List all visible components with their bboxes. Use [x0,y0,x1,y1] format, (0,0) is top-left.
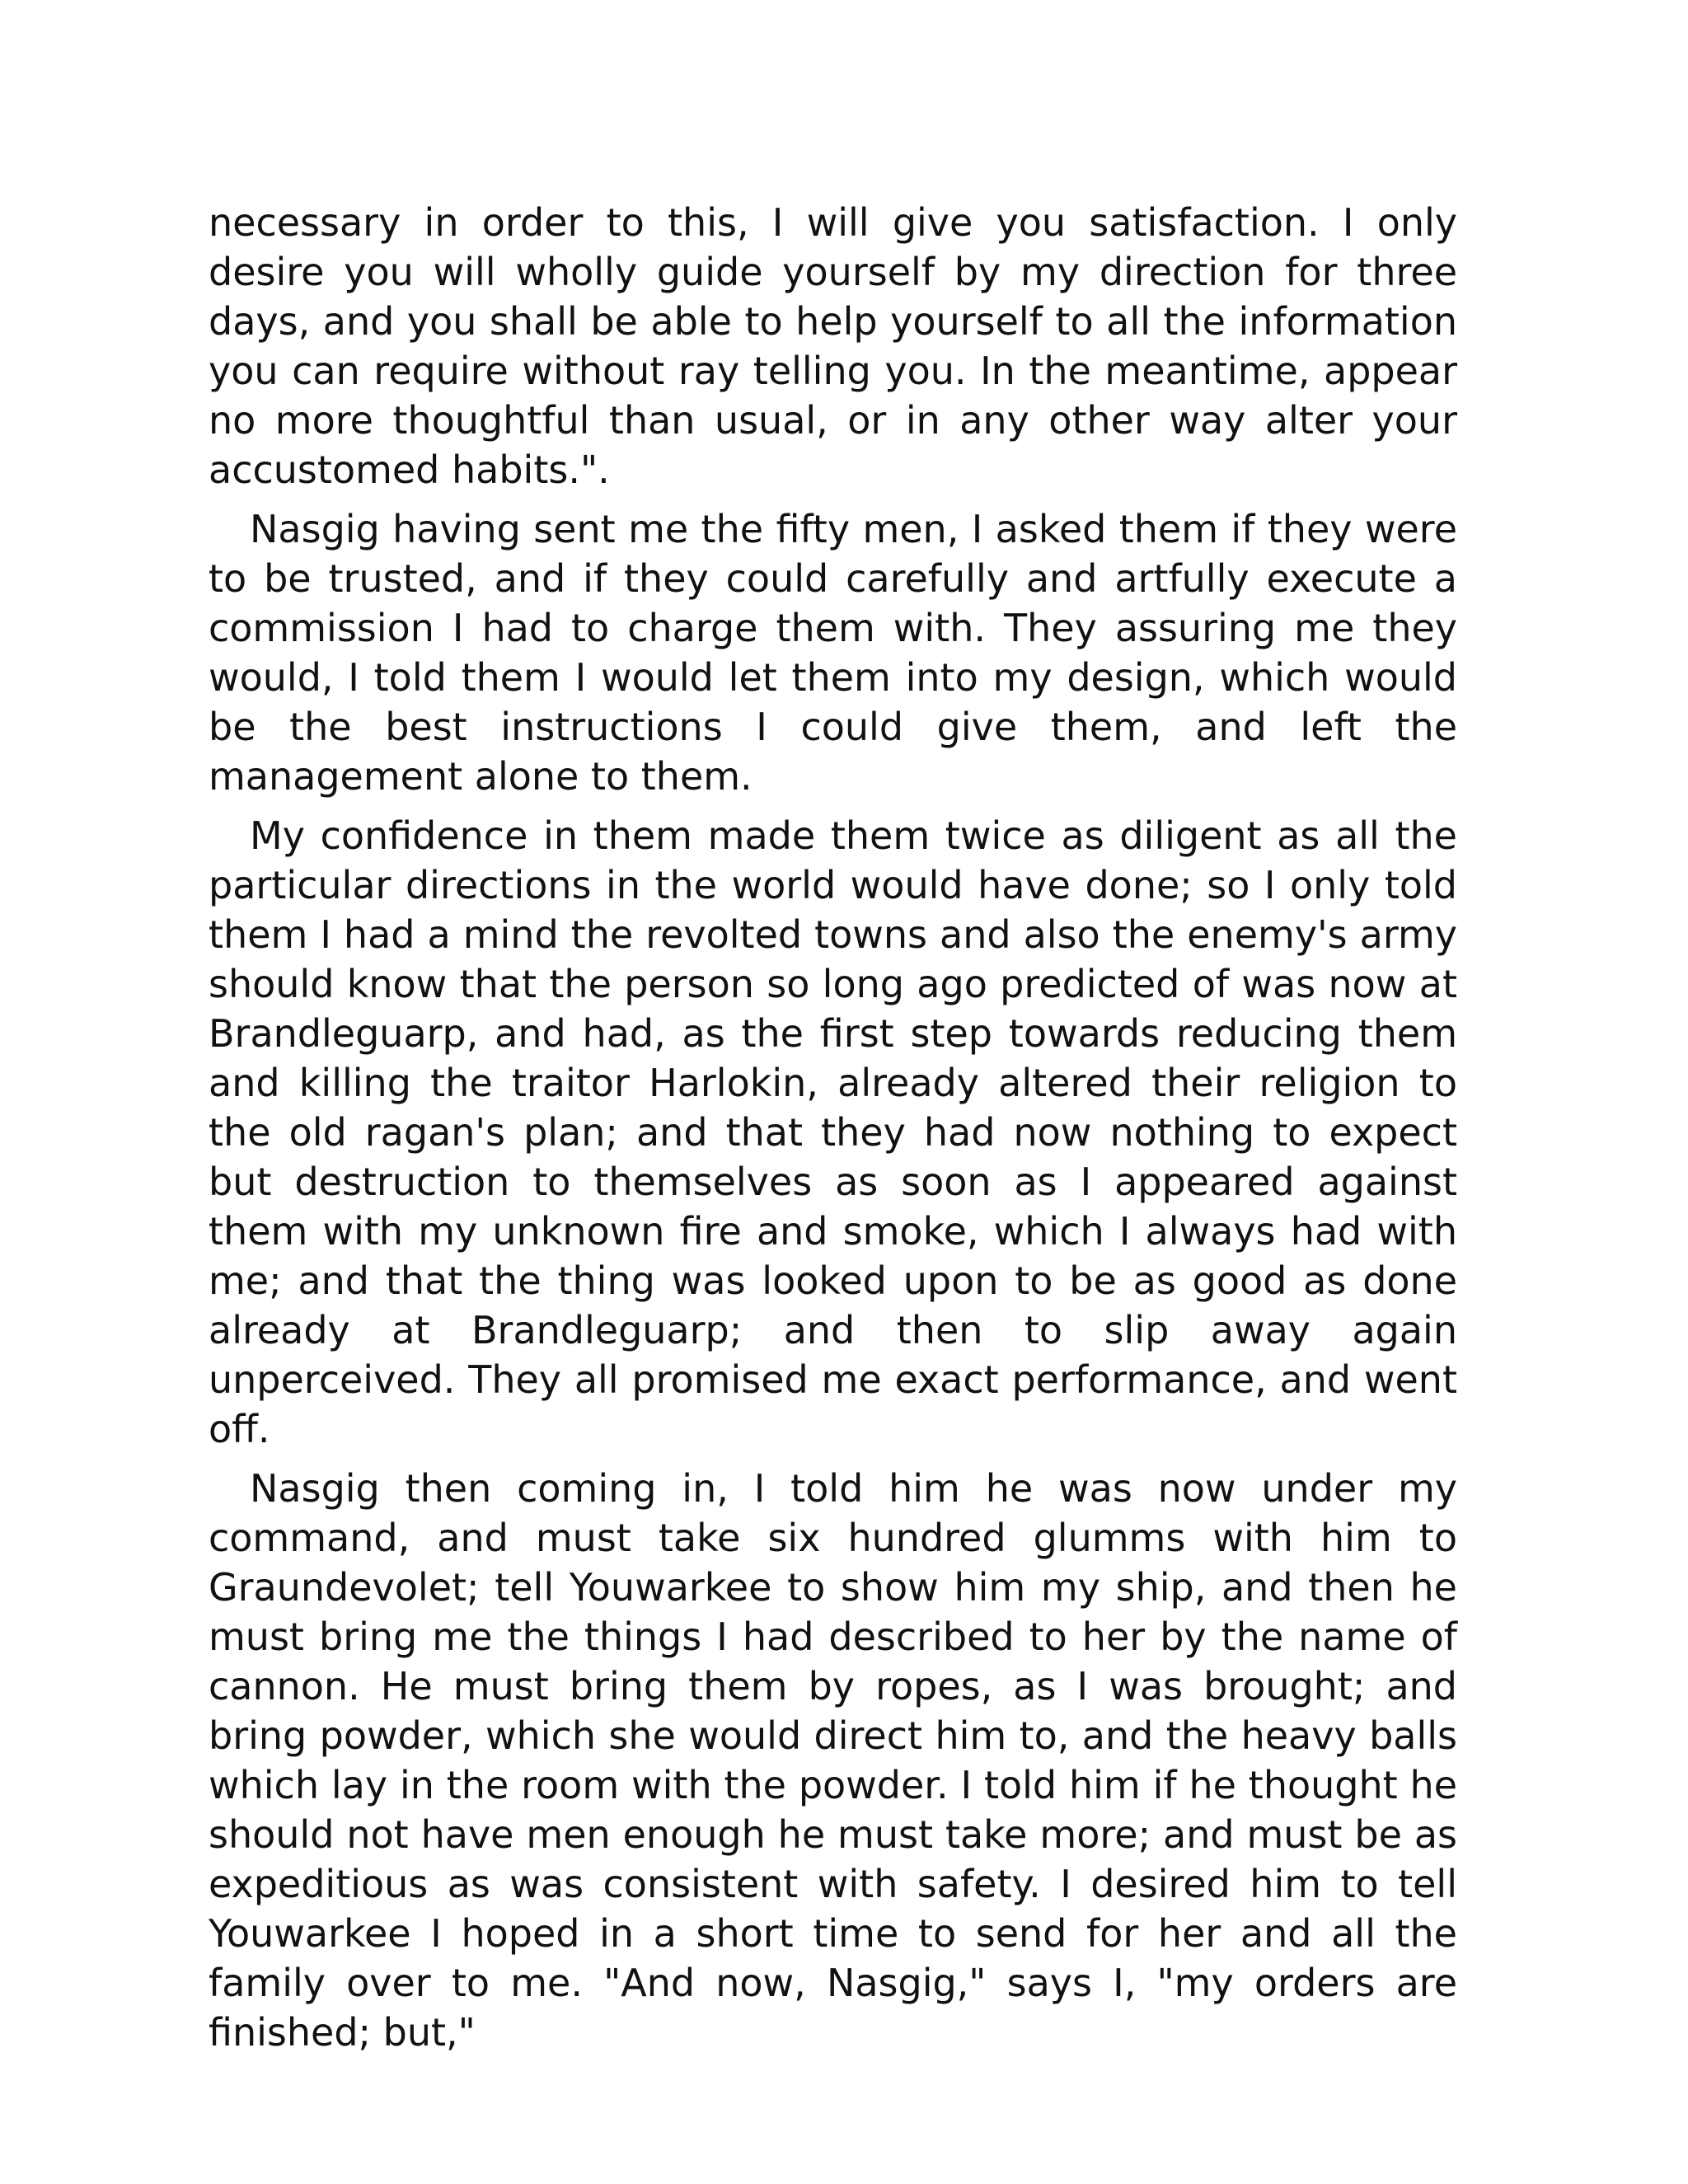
paragraph-2: Nasgig having sent me the fifty men, I asked them if they were to be trusted, and if they could carefully and artfully execute a commission I had to charge them with. They assuring me they would, I told them I would let them into my design, which would be the best instructions I could give them, and left the management alone to them. [209,507,1457,799]
paragraph-4: Nasgig then coming in, I told him he was now under my command, and must take six hundred glumms with him to Graundevolet; tell Youwarkee to show him my ship, and then he must bring me the things I had described to her by the name of cannon. He must bring them by ropes, as I was brought; and bring powder, which she would direct him to, and the heavy balls which lay in the room with the powder. I told him if he thought he should not have men enough he must take more; and must be as expeditious as was consistent with safety. I desired him to tell Youwarkee I hoped in a short time to send for her and all the family over to me. "And now, Nasgig," says I, "my orders are finished; but," [209,1466,1457,2055]
paragraph-1: necessary in order to this, I will give you satisfaction. I only desire you will wholly guide yourself by my direction for three days, and you shall be able to help yourself to all the information you can require without ray telling you. In the meantime, appear no more thoughtful than usual, or in any other way alter your accustomed habits.". [209,200,1457,492]
document-page [209,198,1457,2067]
paragraph-3: My confidence in them made them twice as diligent as all the particular directions in the world would have done; so I only told them I had a mind the revolted towns and also the enemy's army should know that the person so long ago predicted of was now at Brandleguarp, and had, as the first step towards reducing them and killing the traitor Harlokin, already altered their religion to the old ragan's plan; and that they had now nothing to expect but destruction to themselves as soon as I appeared against them with my unknown fire and smoke, which I always had with me; and that the thing was looked upon to be as good as done already at Brandleguarp; and then to slip away again unperceived. They all promised me exact performance, and went off. [209,813,1457,1451]
